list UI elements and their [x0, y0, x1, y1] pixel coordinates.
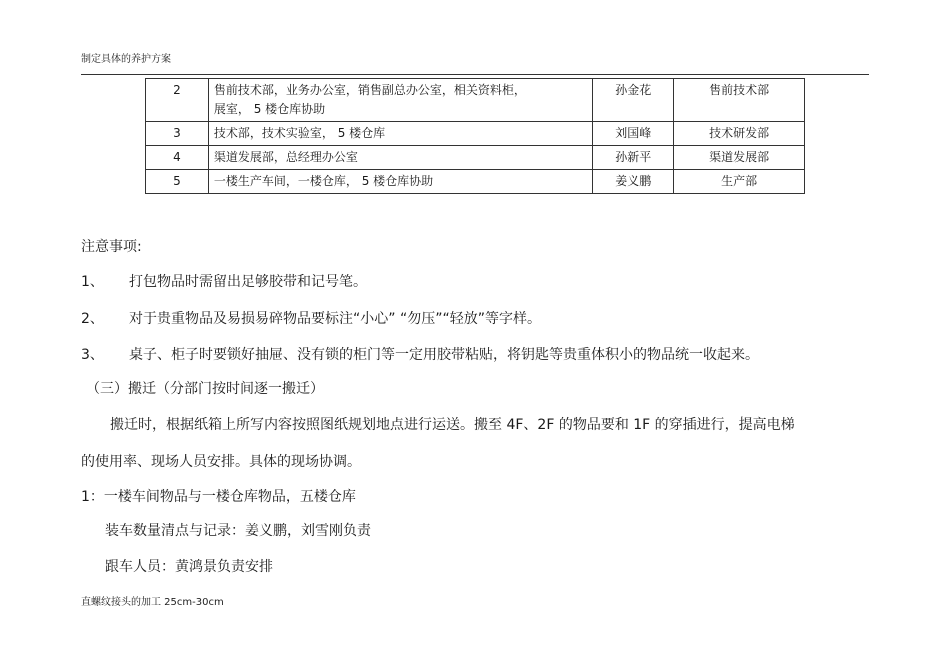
area-line-1: 技术部，技术实验室， 5 楼仓库	[213, 126, 386, 140]
page-header: 制定具体的养护方案	[81, 54, 171, 65]
row-number: 4	[146, 146, 209, 170]
note-item-3	[81, 344, 759, 364]
move-item-1-counting: 装车数量清点与记录：姜义鹏，刘雪刚负责	[105, 523, 371, 539]
note-number: 1、	[81, 274, 104, 290]
row-department: 售前技术部	[674, 79, 805, 122]
table-row	[146, 122, 805, 146]
area-line-1: 渠道发展部，总经理办公室	[213, 150, 358, 164]
row-person: 刘国峰	[593, 122, 674, 146]
note-item-1	[81, 271, 367, 291]
area-line-2: 展室， 5 楼仓库协助	[213, 102, 326, 116]
row-number: 3	[146, 122, 209, 146]
row-department: 生产部	[674, 170, 805, 194]
row-area	[208, 170, 592, 194]
row-person: 孙新平	[593, 146, 674, 170]
notes-title: 注意事项:	[81, 239, 142, 255]
row-department: 技术研发部	[674, 122, 805, 146]
note-text: 打包物品时需留出足够胶带和记号笔。	[129, 274, 367, 290]
row-person: 姜义鹏	[593, 170, 674, 194]
area-line-1: 售前技术部，业务办公室，销售副总办公室，相关资料柜，	[213, 83, 526, 97]
section-paragraph-line-1: 搬迁时，根据纸箱上所写内容按照图纸规划地点进行运送。搬至 4F、2F 的物品要和 1F 的穿插进行，提高电梯	[110, 417, 795, 433]
note-text: 对于贵重物品及易损易碎物品要标注“小心” “勿压”“轻放”等字样。	[129, 311, 541, 327]
table-row	[146, 79, 805, 122]
move-item-1: 1：一楼车间物品与一楼仓库物品，五楼仓库	[81, 489, 356, 505]
table-row	[146, 146, 805, 170]
row-person: 孙金花	[593, 79, 674, 122]
note-number: 2、	[81, 311, 104, 327]
row-number: 5	[146, 170, 209, 194]
row-area	[208, 146, 592, 170]
row-area	[208, 79, 592, 122]
section-paragraph-line-2: 的使用率、现场人员安排。具体的现场协调。	[81, 454, 361, 470]
header-divider	[81, 74, 869, 75]
row-department: 渠道发展部	[674, 146, 805, 170]
assignment-table	[145, 78, 805, 194]
area-line-1: 一楼生产车间，一楼仓库， 5 楼仓库协助	[213, 174, 434, 188]
note-text: 桌子、柜子时要锁好抽屉、没有锁的柜门等一定用胶带粘贴，将钥匙等贵重体积小的物品统一收起来。	[129, 347, 759, 363]
move-item-1-escort: 跟车人员：黄鸿景负责安排	[105, 559, 273, 575]
note-item-2	[81, 308, 541, 328]
row-number: 2	[146, 79, 209, 122]
note-number: 3、	[81, 347, 104, 363]
section-title: （三）搬迁（分部门按时间逐一搬迁）	[86, 381, 324, 397]
page-footer: 直螺纹接头的加工 25cm-30cm	[81, 597, 224, 608]
row-area	[208, 122, 592, 146]
table-row	[146, 170, 805, 194]
